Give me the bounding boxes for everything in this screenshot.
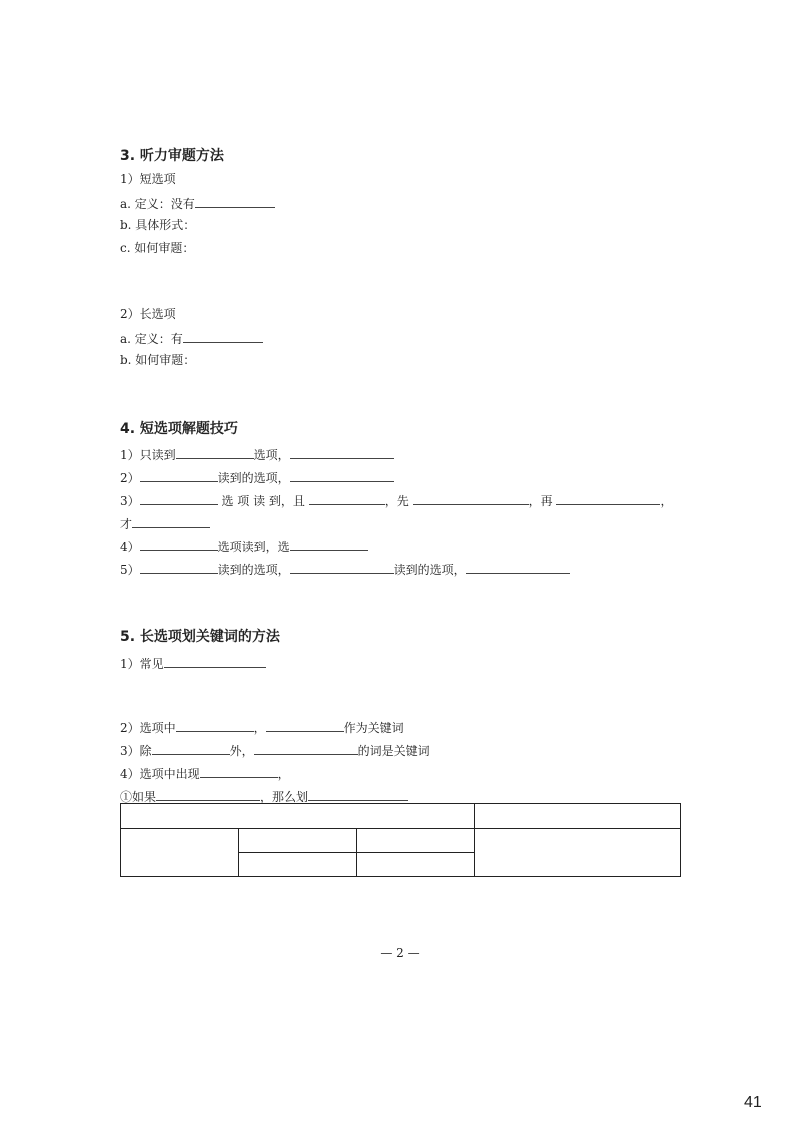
s5-text: ①如果 [120,790,157,804]
section-5-heading: 5. 长选项划关键词的方法 [120,629,280,645]
s4-item-5 [120,561,570,577]
table-cell[interactable] [475,804,681,829]
table-cell[interactable] [121,829,239,877]
table-cell[interactable] [357,829,475,853]
fill-blank[interactable] [195,195,275,208]
s4-text: 读到的选项， [217,563,290,577]
s5-item-3 [120,742,430,758]
page-number: — 2 — [380,946,420,960]
s4-text: 3） [120,494,140,508]
s4-text: 读到的选项， [217,471,290,485]
fill-blank[interactable] [183,330,263,343]
table-cell[interactable] [121,804,475,829]
fill-blank[interactable] [266,719,344,732]
s5-text: ， [253,721,266,735]
fill-blank[interactable] [132,515,210,528]
s5-text: ， [277,767,290,781]
fill-blank[interactable] [156,788,260,801]
s4-text: 4） [120,540,140,554]
s4-item-1 [120,446,394,462]
fill-blank[interactable] [176,446,254,459]
s4-item-3-continued [120,515,210,531]
s3-item-specific-form: b. 具体形式： [120,218,196,232]
s4-text: 选项， [253,448,290,462]
s5-text: 的词是关键词 [357,744,430,758]
s4-text: ， [660,494,673,508]
fill-blank[interactable] [308,788,408,801]
s5-item-2 [120,719,404,735]
s4-text: ，先 [384,494,409,508]
fill-blank[interactable] [254,742,358,755]
s5-text: 外， [229,744,254,758]
s3-item-definition-without [120,195,275,211]
s3-item-how-to-review-long: b. 如何审题： [120,353,196,367]
s4-item-3 [120,492,672,508]
s3-item-short-options: 1）短选项 [120,172,176,186]
s5-text: 3）除 [120,744,152,758]
fill-blank[interactable] [556,492,660,505]
s5-text: 4）选项中出现 [120,767,200,781]
fill-blank[interactable] [200,765,278,778]
fill-blank[interactable] [140,538,218,551]
fill-blank[interactable] [140,469,218,482]
fill-blank[interactable] [140,561,218,574]
fill-blank[interactable] [466,561,570,574]
s3-item-label: a. 定义：有 [120,332,183,346]
s5-text: 2）选项中 [120,721,176,735]
section-3-heading: 3. 听力审题方法 [120,148,224,164]
s4-text: 才 [120,517,133,531]
s4-text: 1）只读到 [120,448,176,462]
fill-blank[interactable] [290,469,394,482]
s5-item-4 [120,765,290,781]
s5-item-1 [120,655,266,671]
s5-item-5 [120,788,408,804]
s4-item-4 [120,538,368,554]
s4-text: ，再 [528,494,553,508]
fill-blank[interactable] [152,742,230,755]
fill-blank[interactable] [290,538,368,551]
s5-text: ，那么划 [260,790,309,804]
s5-text: 作为关键词 [343,721,404,735]
s4-text: 2） [120,471,140,485]
table-cell[interactable] [357,853,475,877]
s4-text: 选项读到，选 [217,540,290,554]
table-cell[interactable] [239,829,357,853]
blank-table [120,803,681,877]
section-4-heading: 4. 短选项解题技巧 [120,421,238,437]
table-cell[interactable] [475,829,681,877]
fill-blank[interactable] [309,492,385,505]
s4-text: 5） [120,563,140,577]
s4-item-2 [120,469,394,485]
fill-blank[interactable] [290,446,394,459]
fill-blank[interactable] [140,492,218,505]
s3-item-long-options: 2）长选项 [120,307,176,321]
s4-text: 读到的选项， [393,563,466,577]
fill-blank[interactable] [413,492,529,505]
corner-page-number: 41 [744,1094,762,1111]
fill-blank[interactable] [290,561,394,574]
s4-text: 选 项 读 到，且 [221,494,305,508]
fill-blank[interactable] [164,655,266,668]
s5-text: 1）常见 [120,657,164,671]
s3-item-label: a. 定义：没有 [120,197,195,211]
fill-blank[interactable] [176,719,254,732]
s3-item-how-to-review: c. 如何审题： [120,241,195,255]
table-cell[interactable] [239,853,357,877]
s3-item-definition-with [120,330,263,346]
